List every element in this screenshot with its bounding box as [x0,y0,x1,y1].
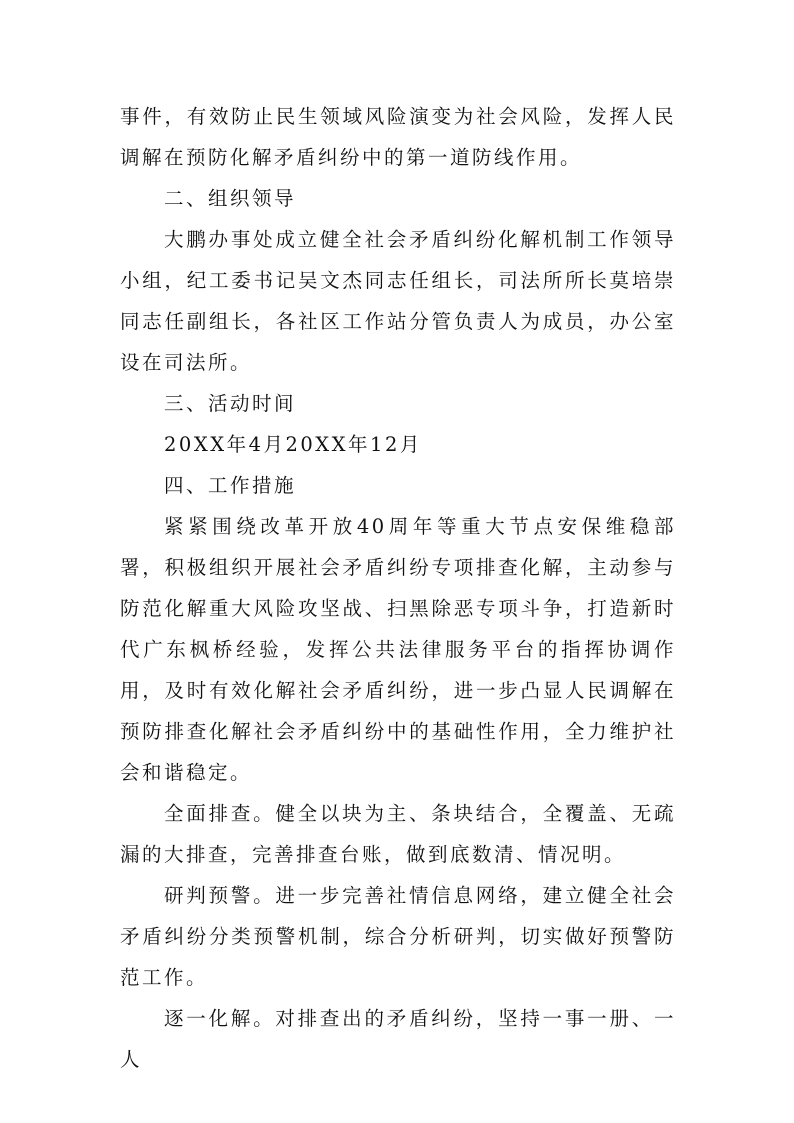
paragraph: 20XX年4月20XX年12月 [164,433,422,456]
section-heading: 二、组织领导 [164,187,297,210]
paragraph: 全面排查。健全以块为主、条块结合，全覆盖、无疏漏的大排查，完善排查台账，做到底数清、情况明。 [120,802,676,866]
section-heading: 三、活动时间 [164,392,297,415]
paragraph: 紧紧围绕改革开放40周年等重大节点安保维稳部署，积极组织开展社会矛盾纠纷专项排查化解，主动参与防范化解重大风险攻坚战、扫黑除恶专项斗争，打造新时代广东枫桥经验，发挥公共法律服务平台的指挥协调作用，及时有效化解社会矛盾纠纷，进一步凸显人民调解在预防排查化解社会矛盾纠纷中的基础性作用，全力维护社会和谐稳定。 [120,515,676,784]
paragraph: 研判预警。进一步完善社情信息网络，建立健全社会矛盾纠纷分类预警机制，综合分析研判，切实做好预警防范工作。 [120,884,676,989]
section-heading: 四、工作措施 [164,474,297,497]
paragraph: 大鹏办事处成立健全社会矛盾纠纷化解机制工作领导小组，纪工委书记吴文杰同志任组长，司法所所长莫培崇同志任副组长，各社区工作站分管负责人为成员，办公室设在司法所。 [120,228,676,374]
paragraph: 逐一化解。对排查出的矛盾纠纷，坚持一事一册、一人 [120,1007,676,1071]
paragraph: 事件，有效防止民生领域风险演变为社会风险，发挥人民调解在预防化解矛盾纠纷中的第一道防线作用。 [120,105,676,169]
document-body [120,96,676,1080]
